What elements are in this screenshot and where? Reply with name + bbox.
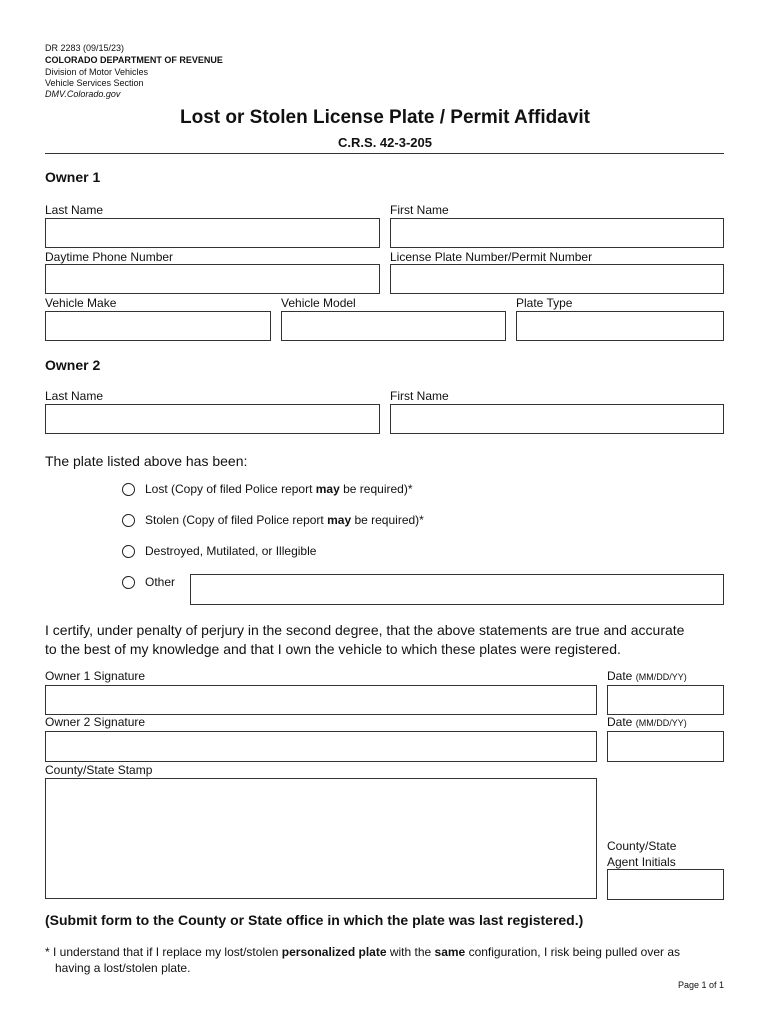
make-label: Vehicle Make <box>45 296 117 310</box>
plate-number-label: License Plate Number/Permit Number <box>390 250 593 264</box>
date2-label: Date (MM/DD/YY) <box>607 715 687 729</box>
owner2-heading: Owner 2 <box>45 357 101 373</box>
owner1-last-name-label: Last Name <box>45 203 104 217</box>
date1-field[interactable] <box>607 685 724 715</box>
date2-field[interactable] <box>607 731 724 762</box>
owner2-signature-field[interactable] <box>45 731 597 762</box>
website: DMV.Colorado.gov <box>45 89 121 99</box>
statute: C.R.S. 42-3-205 <box>338 135 432 150</box>
division: Division of Motor Vehicles <box>45 67 149 77</box>
radio-lost[interactable] <box>122 483 135 496</box>
radio-destroyed[interactable] <box>122 545 135 558</box>
owner2-signature-label: Owner 2 Signature <box>45 715 146 729</box>
footnote-line2: having a lost/stolen plate. <box>55 961 191 975</box>
form-id: DR 2283 (09/15/23) <box>45 43 125 53</box>
certify-line1: I certify, under penalty of perjury in the second degree, that the above statements are true and accurate <box>45 622 685 638</box>
owner1-heading: Owner 1 <box>45 169 101 185</box>
owner2-first-name-label: First Name <box>390 389 449 403</box>
radio-other-label: Other <box>145 575 176 589</box>
section: Vehicle Services Section <box>45 78 144 88</box>
owner2-last-name-label: Last Name <box>45 389 104 403</box>
radio-destroyed-label: Destroyed, Mutilated, or Illegible <box>145 544 317 558</box>
owner1-signature-label: Owner 1 Signature <box>45 669 146 683</box>
initials-field[interactable] <box>607 869 724 900</box>
radio-stolen[interactable] <box>122 514 135 527</box>
initials-label-1: County/State <box>607 839 677 853</box>
plate-number-field[interactable] <box>390 264 724 294</box>
radio-other[interactable] <box>122 576 135 589</box>
plate-type-label: Plate Type <box>516 296 573 310</box>
page-title: Lost or Stolen License Plate / Permit Affidavit <box>180 107 590 128</box>
plate-type-field[interactable] <box>516 311 724 341</box>
radio-stolen-label: Stolen (Copy of filed Police report may be required)* <box>145 513 424 527</box>
divider <box>45 153 724 154</box>
page-number: Page 1 of 1 <box>677 980 724 990</box>
phone-label: Daytime Phone Number <box>45 250 174 264</box>
owner1-first-name-field[interactable] <box>390 218 724 248</box>
status-question: The plate listed above has been: <box>45 453 248 469</box>
department: COLORADO DEPARTMENT OF REVENUE <box>45 55 223 65</box>
owner2-last-name-field[interactable] <box>45 404 380 434</box>
certify-line2: to the best of my knowledge and that I own the vehicle to which these plates were registered. <box>45 641 621 657</box>
owner1-signature-field[interactable] <box>45 685 597 715</box>
make-field[interactable] <box>45 311 271 341</box>
footnote-line1: * I understand that if I replace my lost/stolen personalized plate with the same configuration, I risk being pulled over as <box>45 945 681 959</box>
owner2-first-name-field[interactable] <box>390 404 724 434</box>
date1-label: Date (MM/DD/YY) <box>607 669 687 683</box>
phone-field[interactable] <box>45 264 380 294</box>
other-field[interactable] <box>190 574 724 605</box>
stamp-field[interactable] <box>45 778 597 899</box>
submit-note: (Submit form to the County or State office in which the plate was last registered.) <box>45 912 584 928</box>
owner1-first-name-label: First Name <box>390 203 449 217</box>
model-label: Vehicle Model <box>281 296 356 310</box>
radio-lost-label: Lost (Copy of filed Police report may be required)* <box>145 482 413 496</box>
model-field[interactable] <box>281 311 506 341</box>
initials-label-2: Agent Initials <box>607 855 676 869</box>
owner1-last-name-field[interactable] <box>45 218 380 248</box>
stamp-label: County/State Stamp <box>45 763 153 777</box>
